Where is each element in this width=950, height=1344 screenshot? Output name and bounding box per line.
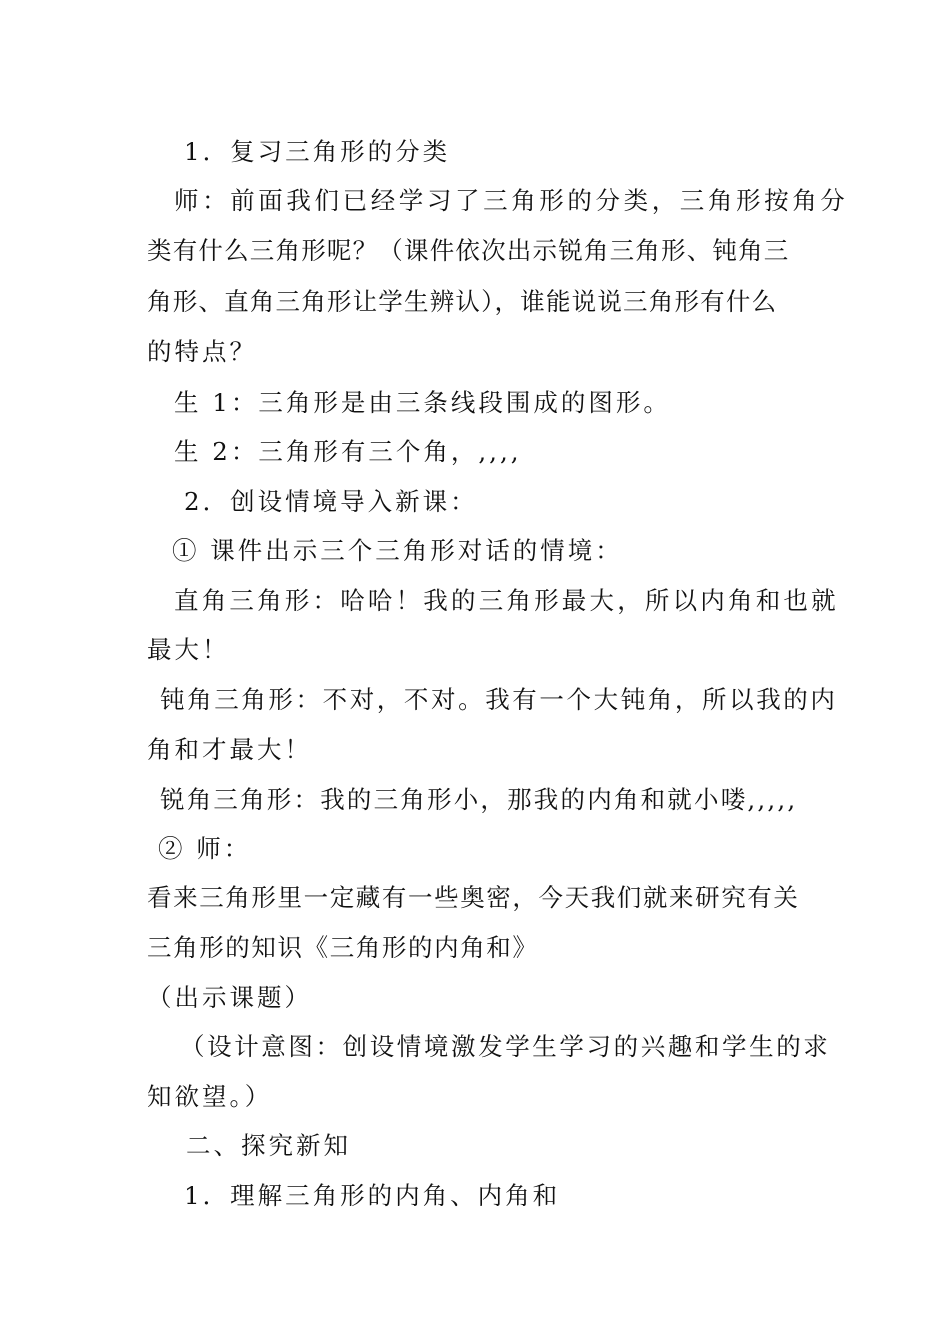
paragraph-line: 角形、直角三角形让学生辨认），谁能说说三角形有什么: [147, 287, 778, 316]
dialogue-obtuse-triangle: 钝角三角形：不对，不对。我有一个大钝角，所以我的内: [160, 685, 838, 714]
paragraph-line: 三角形的知识《三角形的内角和》: [147, 933, 539, 962]
paragraph-line: 类有什么三角形呢？（课件依次出示锐角三角形、钝角三: [147, 236, 790, 265]
paragraph-line: （出示课题）: [147, 983, 312, 1012]
paragraph-line: 知欲望。）: [147, 1082, 273, 1111]
paragraph-line: 师：前面我们已经学习了三角形的分类，三角形按角分: [174, 186, 849, 215]
step-2: ② 师：: [158, 834, 252, 863]
step-1: ① 课件出示三个三角形对话的情境：: [172, 536, 623, 565]
paragraph-line: 角和才最大！: [147, 735, 312, 764]
paragraph-line: 看来三角形里一定藏有一些奥密，今天我们就来研究有关: [147, 883, 800, 912]
heading-create-scenario: 2．创设情境导入新课：: [184, 487, 478, 516]
paragraph-line: 最大！: [147, 635, 230, 664]
student-answer-2: 生 2：三角形有三个角，,,,,: [174, 437, 522, 466]
heading-explore-new-knowledge: 二、探究新知: [186, 1131, 351, 1160]
heading-interior-angles: 1．理解三角形的内角、内角和: [184, 1181, 561, 1210]
dialogue-acute-triangle: 锐角三角形：我的三角形小，那我的内角和就小喽,,,,,: [160, 785, 798, 814]
paragraph-line: 的特点？: [147, 337, 257, 366]
heading-review-classification: 1．复习三角形的分类: [184, 137, 451, 166]
student-answer-1: 生 1：三角形是由三条线段围成的图形。: [174, 388, 671, 417]
design-intent: （设计意图：创设情境激发学生学习的兴趣和学生的求: [180, 1032, 831, 1061]
dialogue-right-triangle: 直角三角形：哈哈！我的三角形最大，所以内角和也就: [174, 586, 839, 615]
